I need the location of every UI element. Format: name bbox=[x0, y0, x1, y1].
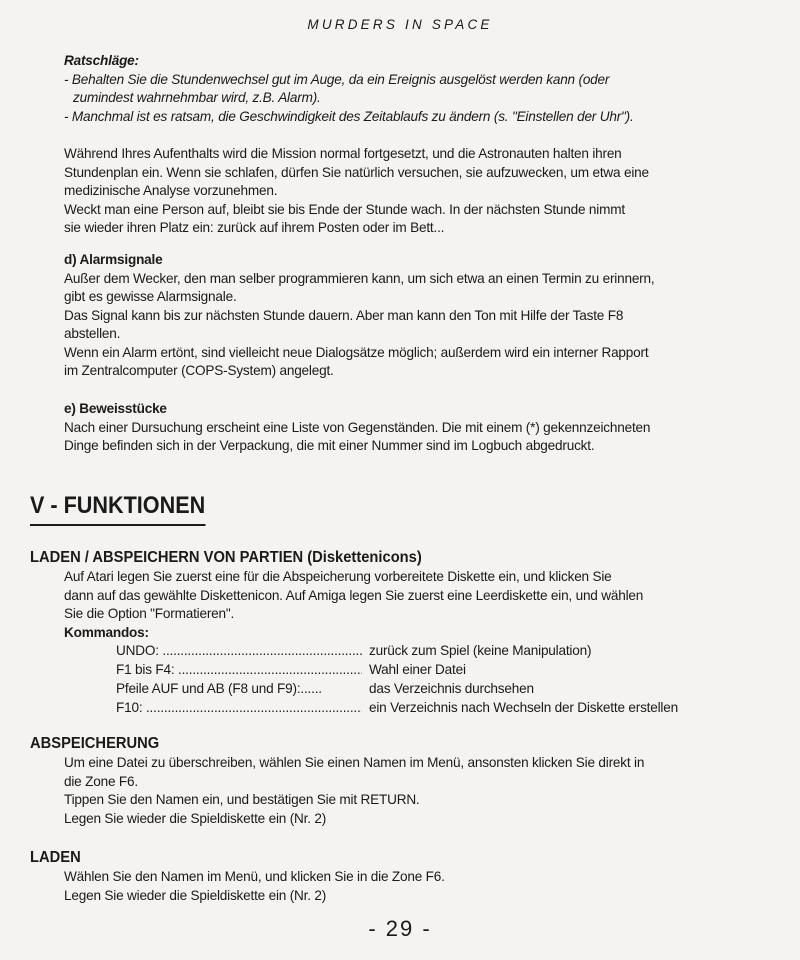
save-body bbox=[64, 754, 760, 828]
save-heading: ABSPEICHERUNG bbox=[30, 735, 160, 752]
section-title: V - FUNKTIONEN bbox=[30, 492, 205, 526]
page-number: - 29 - bbox=[368, 916, 432, 941]
load-line: Legen Sie wieder die Spieldiskette ein (Nr. 2) bbox=[64, 887, 327, 903]
load-save-line: Auf Atari legen Sie zuerst eine für die Abspeicherung vorbereitete Diskette ein, und klicken Sie bbox=[64, 569, 612, 584]
command-value: das Verzeichnis durchsehen bbox=[369, 680, 534, 699]
tips-title: Ratschläge: bbox=[64, 53, 139, 68]
alarm-section bbox=[64, 251, 760, 381]
alarm-line: Das Signal kann bis zur nächsten Stunde dauern. Aber man kann den Ton mit Hilfe der Taste F8 bbox=[64, 307, 624, 323]
save-line: Legen Sie wieder die Spieldiskette ein (Nr. 2) bbox=[64, 810, 327, 826]
load-line: Wählen Sie den Namen im Menü, und klicken Sie in die Zone F6. bbox=[64, 869, 445, 884]
load-body bbox=[64, 868, 760, 905]
load-save-line: Sie die Option "Formatieren". bbox=[64, 606, 235, 621]
save-line: Tippen Sie den Namen ein, und bestätigen Sie mit RETURN. bbox=[64, 792, 420, 807]
tips-line: - Behalten Sie die Stundenwechsel gut im Auge, da ein Ereignis ausgelöst werden kann (oder bbox=[64, 71, 610, 87]
mission-paragraph bbox=[64, 145, 760, 238]
alarm-line: Wenn ein Alarm ertönt, sind vielleicht neue Dialogsätze möglich; außerdem wird ein interner Rapport bbox=[64, 344, 649, 360]
commands-heading: Kommandos: bbox=[64, 624, 149, 640]
paragraph-line: Weckt man eine Person auf, bleibt sie bis Ende der Stunde wach. In der nächsten Stunde nimmt bbox=[64, 201, 625, 217]
command-key: F1 bis F4: ..... bbox=[116, 661, 362, 680]
command-row bbox=[64, 642, 760, 661]
save-line: die Zone F6. bbox=[64, 773, 138, 789]
alarm-line: gibt es gewisse Alarmsignale. bbox=[64, 289, 237, 304]
evidence-line: Dinge befinden sich in der Verpackung, die mit einer Nummer sind im Logbuch abgedruckt. bbox=[64, 438, 595, 453]
command-value: Wahl einer Datei bbox=[369, 661, 466, 680]
load-save-body bbox=[64, 568, 760, 718]
paragraph-line: medizinische Analyse vorzunehmen. bbox=[64, 183, 278, 198]
commands-list bbox=[64, 642, 760, 718]
command-value: zurück zum Spiel (keine Manipulation) bbox=[369, 642, 591, 661]
load-heading: LADEN bbox=[30, 849, 81, 866]
load-save-heading: LADEN / ABSPEICHERN VON PARTIEN (Diskettenicons) bbox=[30, 549, 422, 566]
evidence-heading: e) Beweisstücke bbox=[64, 401, 167, 416]
evidence-section bbox=[64, 400, 760, 456]
command-key: F10: ..... bbox=[116, 699, 362, 718]
save-line: Um eine Datei zu überschreiben, wählen Sie einen Namen im Menü, ansonsten klicken Sie direkt in bbox=[64, 755, 645, 770]
command-row bbox=[64, 680, 760, 699]
alarm-line: Außer dem Wecker, den man selber programmieren kann, um sich etwa an einen Termin zu erinnern, bbox=[64, 270, 655, 286]
paragraph-line: Während Ihres Aufenthalts wird die Mission normal fortgesetzt, und die Astronauten halten ihren bbox=[64, 146, 622, 161]
tips-line: - Manchmal ist es ratsam, die Geschwindigkeit des Zeitablaufs zu ändern (s. "Einstellen der Uhr"). bbox=[64, 108, 634, 124]
command-row bbox=[64, 699, 760, 718]
paragraph-line: sie wieder ihren Platz ein: zurück auf ihrem Posten oder im Bett... bbox=[64, 220, 445, 235]
running-header: MURDERS IN SPACE bbox=[307, 17, 493, 32]
alarm-heading: d) Alarmsignale bbox=[64, 252, 163, 267]
command-value: ein Verzeichnis nach Wechseln der Diskette erstellen bbox=[369, 699, 678, 718]
tips-line: zumindest wahrnehmbar wird, z.B. Alarm). bbox=[73, 90, 321, 105]
command-key: Pfeile AUF und AB (F8 und F9):...... bbox=[116, 681, 322, 696]
alarm-line: abstellen. bbox=[64, 326, 121, 341]
alarm-line: im Zentralcomputer (COPS-System) angelegt. bbox=[64, 363, 334, 378]
paragraph-line: Stundenplan ein. Wenn sie schlafen, dürfen Sie natürlich versuchen, sie aufzuwecken, um etwa eine bbox=[64, 164, 649, 180]
command-key: UNDO: ..... bbox=[116, 642, 362, 661]
load-save-line: dann auf das gewählte Diskettenicon. Auf Amiga legen Sie zuerst eine Leerdiskette ein, und wählen bbox=[64, 587, 644, 603]
evidence-line: Nach einer Dursuchung erscheint eine Liste von Gegenständen. Die mit einem (*) gekennzeichneten bbox=[64, 419, 651, 435]
tips-block bbox=[64, 52, 760, 126]
command-row bbox=[64, 661, 760, 680]
